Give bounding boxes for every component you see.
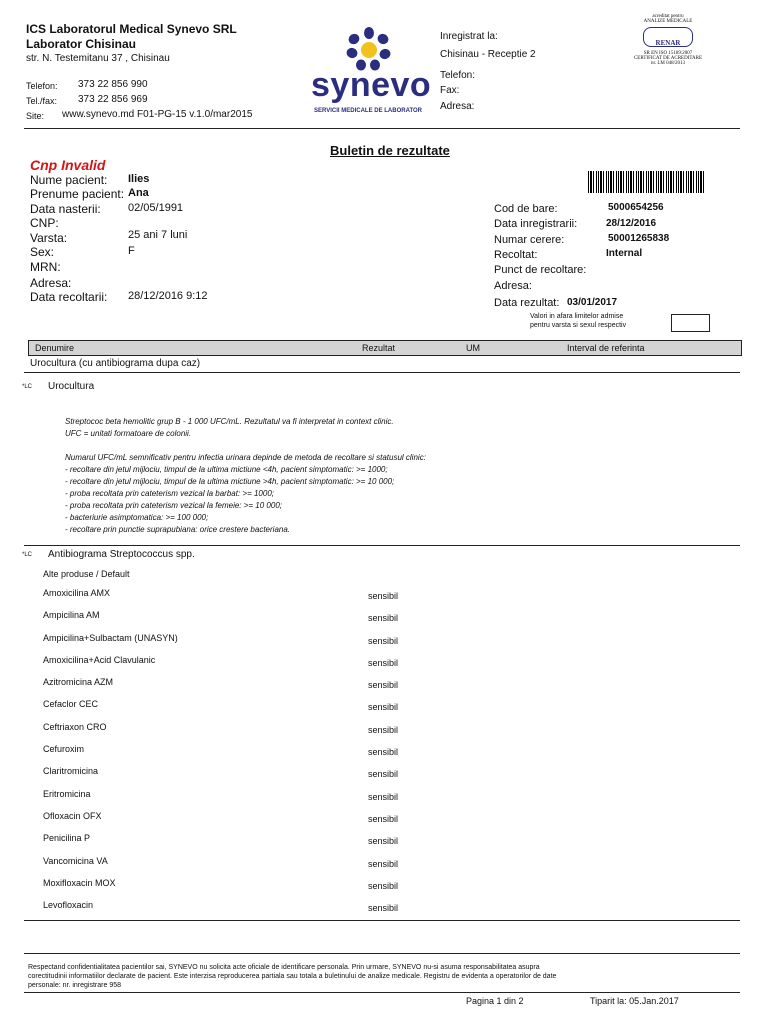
patient-firstname: Ana [128,187,149,199]
results-table-header [28,340,742,356]
antibiotic-name: Amoxicilina AMX [43,588,111,598]
antibiotic-name: Ceftriaxon CRO [43,721,107,732]
lab-branch: Laborator Chisinau [26,37,137,51]
table-row [43,833,733,855]
antibiotic-name: Penicilina P [43,833,91,844]
registered-value: Chisinau - Receptie 2 [440,49,536,60]
patient-firstname-label: Prenume pacient: [30,187,125,201]
col-result: Rezultat [362,343,396,353]
uro-notes [65,416,735,536]
registered-label: Inregistrat la: [440,31,498,42]
table-row [43,856,733,878]
antibiotic-result: sensibil [368,858,399,869]
footer-top-divider [24,953,740,954]
page-title: Buletin de rezultate [330,143,450,158]
antibiotic-result: sensibil [368,747,399,758]
barcode-image [588,171,704,193]
legend-line1: Valori in afara limitelor admise [530,313,624,320]
antibiotic-name: Claritromicina [43,766,99,777]
lab-address: str. N. Testemitanu 37 , Chisinau [26,53,170,64]
patient-collect-date: 28/12/2016 9:12 [128,290,208,302]
patient-mrn-label: MRN: [30,260,61,274]
antibiotic-result: sensibil [368,591,399,601]
group-divider [24,372,740,373]
uro-note-line: - bacteriurie asimptomatica: >= 100 000; [65,513,209,522]
uro-note-line: - recoltare din jetul mijlociu, timpul de la ultima mictiune <4h, pacient simptomatic: >= 1000; [65,465,388,474]
table-row [43,699,733,721]
antibiotic-result: sensibil [368,724,399,735]
lab-site: www.synevo.md F01-PG-15 v.1.0/mar2015 [62,109,253,120]
col-unit: UM [466,343,480,353]
barcode-value: 5000654256 [608,202,664,213]
antibiotic-name: Levofloxacin [43,900,94,911]
antibiotic-result: sensibil [368,903,399,914]
reg-date-label: Data inregistrarii: [494,218,578,230]
lab-fax: 373 22 856 969 [78,94,148,105]
collection-point-label: Punct de recoltare: [494,264,587,276]
uro-note-line: Numarul UFC/mL semnificativ pentru infectia urinara depinde de metoda de recoltare si statusul clinic: [65,453,426,462]
patient-dob-label: Data nasterii: [30,202,101,216]
table-row [43,811,733,833]
accreditation-line3: SR EN ISO 15189:2007 [643,51,693,56]
footer-bottom-divider [24,992,740,993]
legend-swatch [671,314,710,332]
antibiotic-result: sensibil [368,657,399,668]
reg-address-label: Adresa: [440,101,475,112]
logo-tagline: SERVICII MEDICALE DE LABORATOR [314,108,423,114]
synevo-logo [308,26,430,122]
antibiotic-name: Cefuroxim [43,744,85,755]
accreditation-block [618,14,718,94]
table-row [43,789,733,811]
antibiotic-result: sensibil [368,769,399,780]
abg-mark: *LC [22,552,33,558]
uro-note-line: UFC = unitati formatoare de colonii. [65,429,192,438]
antibiotic-name: Cefaclor CEC [43,699,99,710]
patient-lastname: Ilies [128,173,150,185]
antibiotic-result: sensibil [368,836,399,847]
accreditation-line5: nr. LM 048/2013 [650,61,686,66]
print-date: Tiparit la: 05.Jan.2017 [590,996,679,1006]
lab-site-label: Site: [26,111,45,121]
table-row [43,633,733,655]
antibiotic-name: Eritromicina [43,788,91,799]
antibiotic-result: sensibil [368,680,399,691]
page-number: Pagina 1 din 2 [466,996,524,1006]
uro-divider [24,545,740,546]
uro-note-line: Streptococ beta hemolitic grup B - 1 000 UFC/mL. Rezultatul va fi interpretat in context clinic. [65,417,394,426]
antibiotic-result: sensibil [368,613,399,624]
patient-cnp-label: CNP: [30,216,59,230]
antibiotic-name: Ampicilina+Sulbactam (UNASYN) [43,632,178,643]
uro-note-line: - proba recoltata prin cateterism vezical la femeie: >= 10 000; [65,501,282,510]
lab-phone: 373 22 856 990 [78,79,148,90]
patient-lastname-label: Nume pacient: [30,173,108,187]
request-number: 50001265838 [608,233,670,244]
disclaimer-line: corectitudinii informatiilor declarate de pacient. Este interzisa reproducerea partiala sau totala a buletinului de analize medicale. Registru de evidenta a operatorilor de date [28,973,557,980]
request-label: Numar cerere: [494,234,565,246]
table-row [43,722,733,744]
result-date: 03/01/2017 [567,297,618,308]
table-row [43,677,733,699]
reg-fax-label: Fax: [440,85,460,96]
table-row [43,744,733,766]
uro-note-line: - proba recoltata prin cateterism vezical la barbat: >= 1000; [65,489,274,498]
order-address-label: Adresa: [494,280,532,292]
patient-address-label: Adresa: [30,276,72,290]
renar-logo [643,27,693,47]
accreditation-line1: acreditat pentru [652,14,684,19]
uro-mark: *LC [22,384,33,390]
patient-sex-label: Sex: [30,245,55,259]
collected-value: Internal [606,248,643,259]
table-row [43,655,733,677]
patient-collect-date-label: Data recoltarii: [30,290,108,304]
table-row [43,610,733,632]
disclaimer-line: personale: nr. inregistrare 958 [28,982,121,989]
barcode-label: Cod de bare: [494,203,558,215]
abg-subtitle: Alte produse / Default [43,569,130,579]
lab-fax-label: Tel./fax: [26,96,58,106]
reg-date: 28/12/2016 [606,218,657,229]
renar-badge-text: RENAR [655,39,681,47]
antibiotic-name: Vancomicina VA [43,855,108,866]
results-end-divider [24,920,740,921]
antibiotic-name: Moxifloxacin MOX [43,877,116,888]
col-range: Interval de referinta [567,343,645,353]
patient-sex: F [128,245,135,257]
reg-phone-label: Telefon: [440,70,476,81]
patient-age: 25 ani 7 luni [128,229,188,241]
logo-wordmark: synevo [311,66,432,104]
result-date-label: Data rezultat: [494,297,560,309]
antibiotic-result: sensibil [368,635,399,646]
patient-dob: 02/05/1991 [128,202,184,214]
header-divider [24,128,740,129]
col-name: Denumire [35,343,75,353]
antibiotic-result: sensibil [368,880,399,891]
uro-note-line [65,440,735,452]
cnp-warning: Cnp Invalid [30,157,106,173]
lab-name: ICS Laboratorul Medical Synevo SRL [26,22,237,36]
table-row [43,878,733,900]
abg-title: Antibiograma Streptococcus spp. [48,549,195,560]
antibiotic-name: Azitromicina AZM [43,677,114,688]
abg-rows [43,588,733,922]
patient-age-label: Varsta: [30,231,68,245]
disclaimer-line: Respectand confidentialitatea pacientilor sai, SYNEVO nu solicita acte oficiale de identificare personala. Prin urmare, SYNEVO nu-si asuma responsabilitatea asupra [28,964,540,971]
uro-note-line: - recoltare din jetul mijlociu, timpul de la ultima mictiune >4h, pacient simptomatic: >= 10 000; [65,477,395,486]
antibiotic-name: Ampicilina AM [43,610,100,621]
accreditation-line4: CERTIFICAT DE ACREDITARE [633,56,703,61]
antibiotic-name: Ofloxacin OFX [43,810,102,821]
table-row [43,766,733,788]
accreditation-line2: ANALIZE MEDICALE [643,19,693,24]
table-row [43,588,733,610]
legend-line2: pentru varsta si sexul respectiv [530,322,627,329]
lab-phone-label: Telefon: [26,81,58,91]
antibiotic-result: sensibil [368,791,399,802]
uro-note-line: - recoltare prin punctie suprapubiana: orice crestere bacteriana. [65,525,291,534]
footer-disclaimer [28,963,733,991]
test-group-title: Urocultura (cu antibiograma dupa caz) [30,358,201,369]
antibiotic-result: sensibil [368,813,399,824]
uro-title: Urocultura [48,381,95,392]
collected-label: Recoltat: [494,249,538,261]
antibiotic-result: sensibil [368,702,399,713]
antibiotic-name: Amoxicilina+Acid Clavulanic [43,654,156,665]
